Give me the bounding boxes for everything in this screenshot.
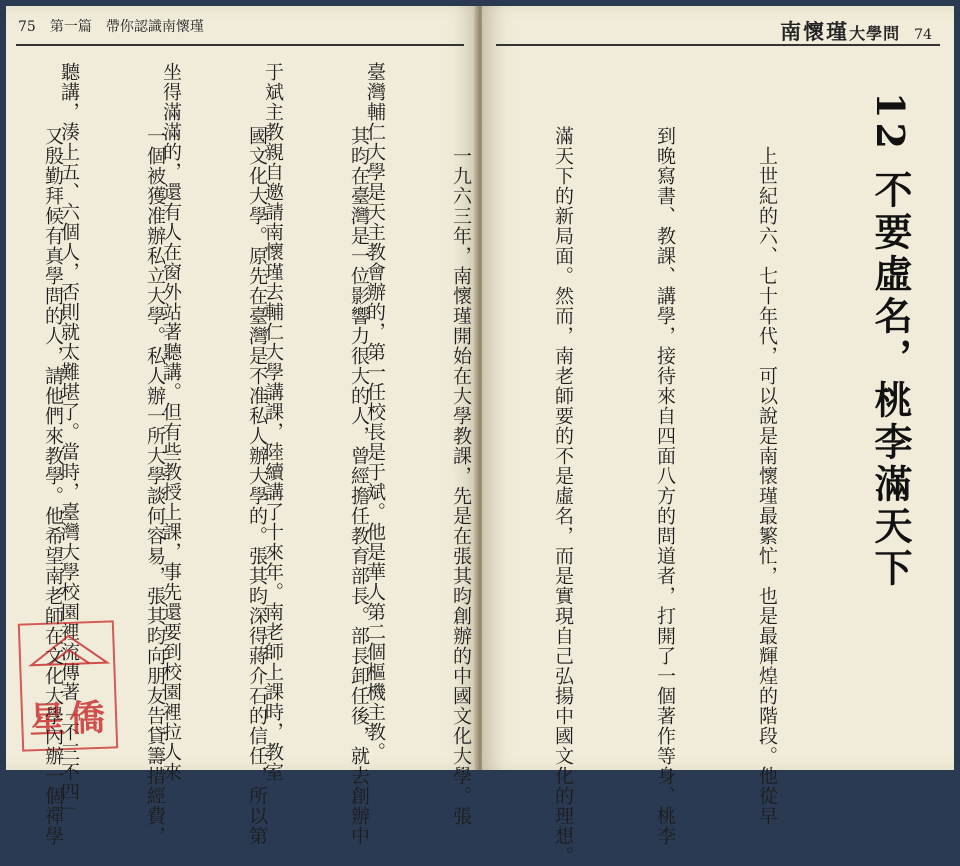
- book-title: [780, 16, 900, 46]
- right-header: [780, 16, 932, 46]
- chapter-title: 12 不要虛名，桃李滿天下: [868, 92, 913, 591]
- left-page-number: 75: [18, 19, 36, 35]
- text-column: 于斌主教親自邀請南懷瑾去輔仁大學講課，陸續講了十來年。南老師上課時，教室: [262, 62, 284, 782]
- text-column: 臺灣輔仁大學是天主教會辦的，第一任校長是于斌。他是華人第二個樞機主教。: [364, 62, 386, 762]
- book-title-main: 南懷瑾: [780, 19, 850, 44]
- text-column: 又殷勤拜候有真學問的人，請他們來教學。他希望南老師在文化大學內辦一個禪學: [42, 126, 64, 846]
- text-column: 聽講，湊上五、六個人，否則就太難堪了。當時，臺灣大學校園裡流傳著「不三不四」: [58, 62, 80, 822]
- text-column: 其昀在臺灣是一位影響力很大的人，曾經擔任教育部長。部長卸任後，就去創辦中: [348, 126, 370, 846]
- left-running-head: 第一篇 帶你認識南懷瑾: [49, 19, 204, 35]
- text-column: 一個被獲准辦私立大學。私人辦一所大學談何容易，張其昀向朋友告貸籌措經費，: [144, 126, 166, 846]
- stamp-label: 星僑: [28, 696, 110, 742]
- right-page-number: 74: [914, 27, 932, 43]
- text-column: 上世紀的六、七十年代，可以說是南懷瑾最繁忙，也是最輝煌的階段。他從早: [756, 126, 778, 826]
- text-column: 滿天下的新局面。然而，南老師要的不是虛名，而是實現自己弘揚中國文化的理想。: [552, 126, 574, 866]
- right-header-rule: [496, 44, 940, 46]
- text-column: 到晚寫書、教課、講學，接待來自四面八方的問道者，打開了一個著作等身、桃李: [654, 126, 676, 846]
- text-column: 國文化大學。原先在臺灣是不准私人辦大學的。張其昀深得蔣介石的信任，所以第: [246, 126, 268, 846]
- book-title-suffix: 大學問: [849, 24, 901, 43]
- left-header-rule: [16, 44, 464, 46]
- left-header: [18, 16, 204, 36]
- text-column: 坐得滿滿的，還有人在窗外站著聽講。但有些教授上課，事先還要到校園裡拉人來: [160, 62, 182, 782]
- text-column: 一九六三年，南懷瑾開始在大學教課，先是在張其昀創辦的中國文化大學。張: [450, 126, 472, 826]
